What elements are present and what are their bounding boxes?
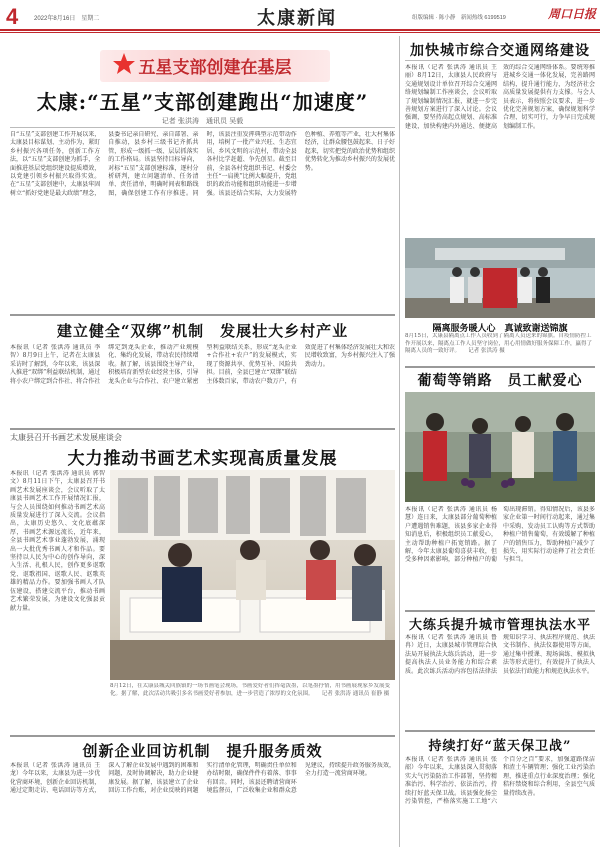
right-story4-headline: 持续打好“蓝天保卫战” — [428, 739, 572, 754]
editor-line: 组版编辑 · 陈小静 新闻热线 6199519 — [412, 15, 506, 21]
right-story4-rule — [405, 730, 595, 732]
newspaper-logo: 周口日报 — [548, 7, 597, 21]
masthead-rule — [0, 29, 600, 31]
lead-byline: 记者 张洪涛 通讯员 吴毅 — [161, 117, 244, 125]
column-divider — [399, 36, 400, 847]
story3-rule — [10, 428, 395, 430]
story4-rule — [10, 735, 395, 737]
section-title: 太康新闻 — [257, 8, 337, 29]
story4-body: 本报讯（记者 张洪涛 通讯员 王龙）今年以来，太康县为进一步优化营商环境，创新企业回访机制，通过定期走访、电话回访等方式，深入了解企业发展中遇到的困难和问题，及时协调解决，助力企业健康发展。据了解，该县建立了企业回访工作台账，对企业反映的问题实行清单化管理，明确责任单位和办结时限，确保件件有着落、事事有回音。同时，该县还聘请营商环境监督员，广泛收集企业和群众意见建议，持续提升政务服务质效，全力打造一流营商环境。 — [10, 762, 395, 795]
lead-rule — [10, 127, 395, 128]
story3-headline: 大力推动书画艺术实现高质量发展 — [67, 449, 338, 469]
right-story2-body: 本报讯（记者 张洪涛 通讯员 杨慧）连日来，太康县部分葡萄种植户遭遇销售难题，该县多家企业得知消息后，积极组织员工献爱心，主动帮助种植户拓宽销路。据了解，今年太康县葡萄喜获丰收，但受多种因素影响，部分种植户的葡萄出现滞销。得知情况后，该县多家企业第一时间行动起来，通过集中采购、发动员工认购等方式帮助种植户销售葡萄，有效缓解了种植户的销售压力，帮助种植户减少了损失，用实际行动诠释了社会责任与担当。 — [405, 506, 595, 564]
banner-presentation-photo — [405, 238, 595, 318]
right-story2-rule — [405, 366, 595, 368]
page-number: 4 — [6, 4, 19, 29]
issue-date: 2022年8月16日 星期二 — [34, 16, 100, 22]
lead-banner: 五星支部创建在基层 — [138, 58, 292, 78]
story3-caption: 8月12日，在太康县城关回族镇的一场书画笔会现场，书画爱好者们挥毫泼墨，以笔墨抒情，用书画展现家乡发展变化。据了解，此次活动共吸引多名书画爱好者参加，进一步营造了浓厚的文化氛围。 记者 张洪涛 通讯员 崔静 摄 — [110, 683, 391, 697]
story2-headline: 建立健全“双绑”机制 发展壮大乡村产业 — [56, 322, 349, 340]
story2-rule — [10, 314, 395, 316]
lead-headline: 太康:“五星”支部创建跑出“加速度” — [36, 90, 369, 114]
right-story2-headline: 葡萄等销路 员工献爱心 — [417, 373, 583, 389]
story3-body: 本报讯（记者 张洪涛 通讯员 郭智文）8月11日下午，太康县召开书画艺术发展座谈会，会议听取了太康县书画艺术工作开展情况汇报，与会人员围绕如何推动书画艺术高质量发展进行了深入交流。会议指出，太康历史悠久、文化底蕴深厚，书画艺术源远流长，近年来，全县书画艺术事业蓬勃发展，涌现出一大批优秀书画人才和作品。要坚持以人民为中心的创作导向，深入生活、扎根人民，创作更多讴歌党、讴歌祖国、讴歌人民、讴歌英雄的精品力作。要加强书画人才队伍建设，搭建交流平台，推动书画艺术繁荣发展，为建设文化强县贡献力量。 — [10, 470, 105, 612]
photo1-headline: 隔离服务暖人心 真诚致谢送锦旗 — [432, 324, 568, 334]
right-story4-body: 本报讯（记者 张洪涛 通讯员 张韶）今年以来，太康县深入贯彻落实大气污染防治工作部署，坚持精准治污、科学治污、依法治污，持续打好蓝天保卫战。该县强化扬尘污染管控，严格落实施工工地“六个百分之百”要求，加强道路保洁和渣土车辆管理；强化工业污染治理，推进重点行业深度治理；强化秸秆禁烧和综合利用，全县空气质量持续改善。 — [405, 756, 595, 806]
story3-kicker: 太康县召开书画艺术发展座谈会 — [10, 433, 122, 442]
photo1-caption: 8月15日，太康县隔离点工作人员收到了隔离人员送来的锦旗。自疫情防控工作开展以来，隔离点工作人员坚守岗位，用心用情做好服务保障工作，赢得了隔离人员的一致好评。 记者 张洪涛 摄 — [405, 333, 593, 354]
story2-body: 本报讯（记者 张洪涛 通讯员 李智）8月9日上午，记者在太康县采访时了解到，今年以来，该县深入推进“双绑”利益联结机制，通过将小农户绑定到合作社、将合作社绑定到龙头企业，推动产业规模化、集约化发展，带动农民持续增收。据了解，该县围绕主导产业，积极培育新型农业经营主体，引导龙头企业与合作社、农户建立紧密型利益联结关系，形成“龙头企业+合作社+农户”的发展模式，实现了资源共享、优势互补、风险共担。目前，全县已建立“双绑”联结主体数百家，带动农户数万户，有效促进了村集体经济发展壮大和农民增收致富，为乡村振兴注入了强劲动力。 — [10, 344, 395, 385]
lead-body: 自“五星”支部创建工作开展以来，太康县目标谋划、主动作为，紧盯乡村振兴各项任务，创新工作方法，以“五星”支部创建为抓手，全面推进基层党组织建设提质增效，以党建引领乡村振兴取得实效。在“五星”支部创建中，太康县牢固树立“抓好党建是最大政绩”理念，县委书记亲自研究、亲自部署、亲自推动，县乡村三级书记齐抓共管，形成一级抓一级、层层抓落实的工作格局。该县坚持目标导向，对标“五星”支部创建标准，逐村分析研判，建立问题清单、任务清单、责任清单，明确时间表和路线图，确保创建工作有序推进。同时，该县注重发挥典型示范带动作用，培树了一批产业兴旺、生态宜居、乡风文明的示范村，带动全县各村比学赶超、争先创星。截至目前，全县各村党组织书记、村委会主任“一肩挑”比例大幅提升，党组织的政治功能和组织功能进一步增强。该县还结合实际，大力发展特色种植、养殖等产业，壮大村集体经济，让群众腰包鼓起来、日子好起来，切实把党的政治优势和组织优势转化为推动乡村振兴的发展优势。 — [10, 131, 395, 197]
right-story1-body: 本报讯（记者 张洪涛 通讯员 王丽）8月12日，太康县人民政府与交通规划设计单位召开综合交通网络规划编制工作座谈会，会议听取了规划编制情况汇报，就进一步完善规划方案进行了深入讨论。会议强调，要坚持高起点规划、高标准建设，加快构建内外通达、便捷高效的综合交通网络体系。要统筹推进城乡交通一体化发展，完善路网结构，提升通行能力，为经济社会高质量发展提供有力支撑。与会人员表示，将按照会议要求，进一步优化完善规划方案，确保规划科学合理、切实可行，力争早日完成规划编制工作。 — [405, 64, 595, 130]
right-story3-headline: 大练兵提升城市管理执法水平 — [408, 618, 591, 633]
right-story1-rule — [405, 60, 595, 61]
right-story1-headline: 加快城市综合交通网络建设 — [410, 43, 590, 59]
calligraphy-photo — [110, 470, 395, 680]
story4-headline: 创新企业回访机制 提升服务质效 — [82, 742, 323, 760]
right-story3-body: 本报讯（记者 张洪涛 通讯员 鲁冉）近日，太康县城市管理综合执法局开展执法大练兵活动，进一步提高执法人员业务能力和综合素质。此次练兵活动内容包括法律法规知识学习、执法程序规范、执法文书制作、执法仪器使用等方面，通过集中授课、现场演练、模拟执法等形式进行，有效提升了执法人员依法行政能力和规范执法水平。 — [405, 634, 595, 675]
masthead-rule-thin — [0, 32, 600, 33]
right-story3-rule — [405, 610, 595, 612]
grape-sale-photo — [405, 392, 595, 502]
